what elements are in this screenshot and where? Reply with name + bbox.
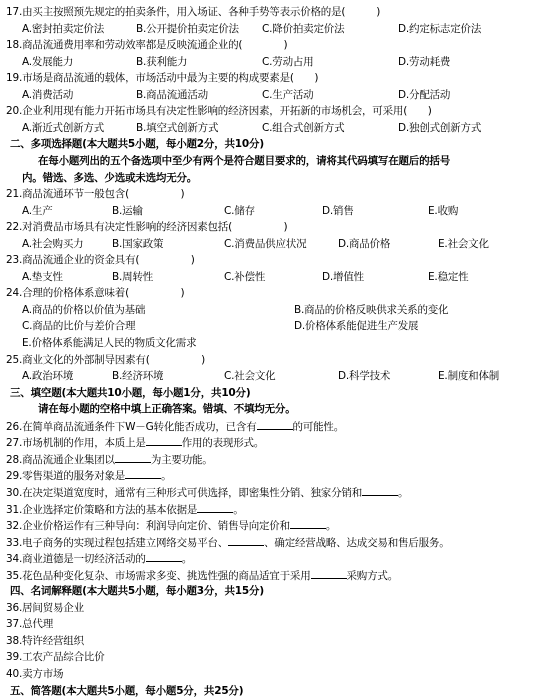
question-text: 的可能性。 (292, 420, 345, 433)
question-text: 、确定经营战略、达成交易和售后服务。 (264, 536, 450, 549)
question-text: 17.由买主按照预先规定的拍卖条件，用入场证、各种手势等表示价格的是( ) (6, 6, 381, 18)
question-text: 36.居间贸易企业 (6, 601, 84, 614)
options-line (0, 203, 538, 220)
answer-option: C.组合式创新方式 (262, 121, 345, 134)
options-line (0, 269, 538, 286)
section-instruction: 内。错选、多选、少选或未选均无分。 (22, 171, 198, 184)
fill-in-question (6, 434, 264, 451)
fill-in-question (6, 484, 408, 501)
options-line (0, 302, 538, 319)
options-line (0, 335, 538, 352)
question-line (6, 37, 287, 54)
question-text: 29.零售渠道的服务对象是 (6, 470, 126, 483)
answer-option: D.销售 (322, 204, 354, 217)
fill-in-question (6, 451, 213, 468)
answer-option: C.社会文化 (224, 370, 276, 383)
answer-blank (290, 517, 326, 529)
question-line (6, 70, 318, 87)
question-text: 27.市场机制的作用，本质上是 (6, 437, 146, 450)
answer-option: D.商品价格 (338, 237, 391, 250)
answer-blank (228, 534, 264, 546)
answer-blank (146, 550, 182, 562)
answer-option: A.渐近式创新方式 (22, 121, 105, 134)
question-line (6, 633, 84, 650)
answer-blank (197, 501, 233, 513)
question-line (6, 616, 53, 633)
answer-option: B.商品流通活动 (136, 88, 208, 101)
question-text: 采购方式。 (346, 569, 398, 582)
question-text: 22.对消费品市场具有决定性影响的经济因素包括( ) (6, 221, 288, 234)
question-line (6, 600, 84, 617)
options-line (0, 368, 538, 385)
options-line (0, 54, 538, 71)
question-text: 25.商业文化的外部制导因素有( ) (6, 353, 205, 366)
answer-option: C.储存 (224, 204, 255, 217)
answer-option: C.降价拍卖定价法 (262, 22, 345, 35)
question-text: 18.商品流通费用率和劳动效率都是反映流通企业的( ) (6, 39, 288, 52)
question-text: 38.特许经营组织 (6, 634, 84, 647)
section-heading: 三、填空题(本大题共10小题，每小题1分，共10分) (10, 386, 251, 399)
answer-option: B.公开提价拍卖定价法 (136, 22, 239, 35)
answer-blank (115, 451, 151, 463)
section-instruction: 在每小题列出的五个备选项中至少有两个是符合题目要求的，请将其代码填写在题后的括号 (38, 154, 450, 167)
answer-option: D.增值性 (322, 270, 364, 283)
answer-option: D.劳动耗费 (398, 55, 451, 68)
answer-option: E.稳定性 (428, 270, 469, 283)
question-text: 32.企业价格运作有三种导向：利润导向定价、销售导向定价和 (6, 520, 290, 533)
answer-option: C.生产活动 (262, 88, 314, 101)
answer-option: E.价格体系能满足人民的物质文化需求 (22, 337, 197, 349)
answer-option: C.劳动占用 (262, 55, 314, 68)
question-text: 19.市场是商品流通的载体，市场活动中最为主要的构成要素是( ) (6, 72, 319, 85)
answer-option: D.约定标志定价法 (398, 22, 482, 35)
answer-option: A.政治环境 (22, 370, 74, 383)
answer-option: B.周转性 (112, 270, 154, 283)
answer-option: D.科学技术 (338, 370, 391, 383)
answer-option: A.生产 (22, 204, 53, 217)
question-line (6, 4, 380, 21)
question-text: 为主要功能。 (150, 453, 213, 466)
fill-in-question (6, 567, 398, 584)
fill-in-question (6, 501, 244, 518)
question-text: 。 (398, 486, 409, 499)
fill-in-question (6, 418, 344, 435)
question-line (6, 252, 195, 269)
fill-in-question (6, 517, 336, 534)
question-text: 23.商品流通企业的资金具有( ) (6, 254, 195, 267)
answer-option: E.社会文化 (438, 237, 489, 250)
fill-in-question (6, 550, 192, 567)
question-text: 39.工农产品综合比价 (6, 651, 105, 664)
options-line (0, 120, 538, 137)
answer-option: A.商品的价格以价值为基础 (22, 303, 146, 316)
question-text: 20.企业利用现有能力开拓市场具有决定性影响的经济因素，开拓新的市场机会，可采用( ) (6, 105, 432, 118)
question-line (6, 352, 205, 369)
question-line (6, 285, 184, 302)
answer-blank (125, 467, 161, 479)
answer-option: D.独创式创新方式 (398, 121, 482, 134)
answer-option: B.填空式创新方式 (136, 121, 219, 134)
answer-option: B.运输 (112, 204, 143, 217)
answer-option: B.获利能力 (136, 55, 188, 68)
question-text: 。 (161, 470, 172, 483)
answer-blank (311, 567, 347, 579)
answer-blank (362, 484, 398, 496)
question-line (6, 219, 287, 236)
question-text: 31.企业选择定价策略和方法的基本依据是 (6, 503, 198, 516)
question-text: 作用的表现形式。 (181, 437, 265, 450)
question-text: 40.卖方市场 (6, 668, 64, 680)
question-text: 。 (325, 520, 337, 533)
answer-option: A.社会购买力 (22, 237, 84, 250)
options-line (0, 318, 538, 335)
question-text: 33.电子商务的实现过程包括建立网络交易平台、 (6, 536, 229, 549)
fill-in-question (6, 467, 171, 484)
section-heading: 五、简答题(本大题共5小题，每小题5分，共25分) (10, 684, 244, 697)
options-line (0, 21, 538, 38)
question-text: 。 (181, 553, 193, 566)
answer-option: C.消费品供应状况 (224, 237, 307, 250)
question-text: 28.商品流通企业集团以 (6, 453, 115, 466)
question-text: 21.商品流通环节一般包含( ) (6, 188, 185, 201)
answer-option: C.商品的比价与差价合理 (22, 320, 136, 333)
answer-option: A.垫支性 (22, 270, 63, 283)
question-text: 34.商业道德是一切经济活动的 (6, 553, 146, 566)
section-heading: 四、名词解释题(本大题共5小题，每小题3分，共15分) (10, 585, 264, 598)
question-line (6, 103, 432, 120)
question-text: 30.在决定渠道宽度时，通常有三种形式可供选择，即密集性分销、独家分销和 (6, 486, 362, 499)
question-line (6, 666, 63, 683)
options-line (0, 236, 538, 253)
question-line (6, 186, 184, 203)
answer-option: A.密封拍卖定价法 (22, 22, 105, 35)
options-line (0, 87, 538, 104)
answer-option: C.补偿性 (224, 270, 266, 283)
question-text: 37.总代理 (6, 618, 53, 631)
question-text: 24.合理的价格体系意味着( ) (6, 287, 185, 300)
answer-option: E.制度和体制 (438, 370, 500, 383)
answer-option: A.发展能力 (22, 55, 74, 68)
answer-option: E.收购 (428, 204, 459, 217)
question-text: 26.在简单商品流通条件下W－G转化能否成功，已含有 (6, 420, 257, 433)
section-heading: 二、多项选择题(本大题共5小题，每小题2分，共10分) (10, 138, 264, 151)
answer-blank (146, 434, 182, 446)
question-line (6, 649, 105, 666)
answer-option: B.商品的价格反映供求关系的变化 (294, 303, 449, 316)
question-text: 35.花色品种变化复杂、市场需求多变、挑选性强的商品适宜于采用 (6, 569, 311, 582)
answer-option: A.消费活动 (22, 88, 74, 101)
fill-in-question (6, 534, 450, 551)
answer-blank (257, 418, 293, 430)
answer-option: B.国家政策 (112, 237, 164, 250)
answer-option: D.分配活动 (398, 88, 451, 101)
answer-option: B.经济环境 (112, 370, 164, 383)
answer-option: D.价格体系能促进生产发展 (294, 320, 419, 333)
section-instruction: 请在每小题的空格中填上正确答案。错填、不填均无分。 (38, 403, 296, 416)
question-text: 。 (233, 503, 244, 516)
